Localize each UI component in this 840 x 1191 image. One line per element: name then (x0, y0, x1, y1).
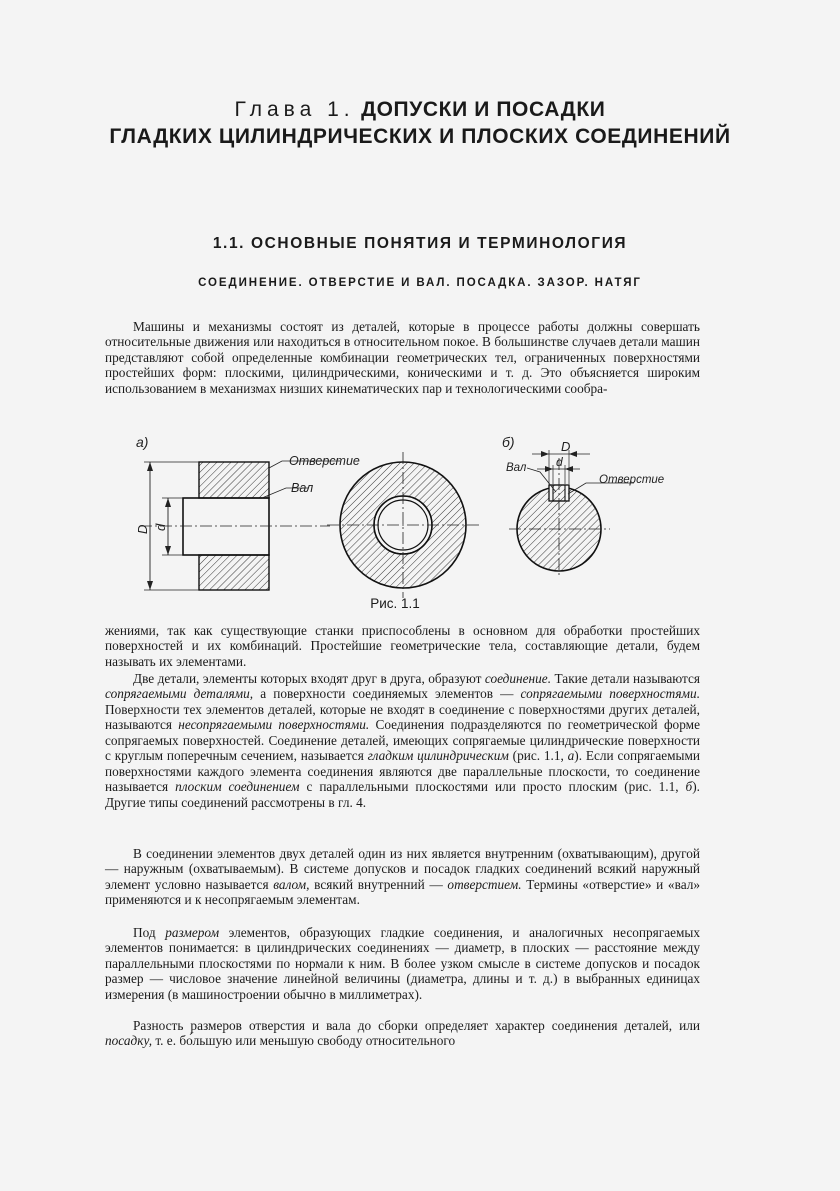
shaft-label-b: Вал (506, 462, 527, 474)
diagram-a-cross-section (327, 452, 480, 598)
hole-label-b: Отверстие (599, 474, 665, 486)
paragraph-6: Разность размеров отверстия и вала до сборки определяет характер соединения деталей, или посадку, т. е. бо́льшую или меньшую свободу относительного (105, 1018, 700, 1049)
section-subtitle: СОЕДИНЕНИЕ. ОТВЕРСТИЕ И ВАЛ. ПОСАДКА. ЗАЗОР. НАТЯГ (198, 277, 642, 289)
paragraph-1: Машины и механизмы состоят из деталей, которые в процессе работы должны совершать относительные движения или находиться в относительном покое. В большинстве случаев детали машин представляют собой определенные комбинации геометрических тел, ограниченных поверхностями простейших форм: плоскими, цилиндрическими, коническими и т. д. Это объясняется широким использованием в механизмах низших кинематических пар и технологическими сообра- (105, 319, 700, 396)
diagram-b (509, 450, 634, 578)
figure-1-1 (0, 430, 840, 620)
paragraph-3: Две детали, элементы которых входят друг в друга, образуют соединение. Такие детали называются сопрягаемыми деталями, а поверхности соединяемых элементов — сопрягаемыми поверхностями. Поверхности тех элементов деталей, которые не входят в соединение с поверхностями других деталей, называются несопрягаемыми поверхностями. Соединения подразделяются по геометрической форме сопрягаемых поверхностей. Соединение деталей, имеющих сопрягаемые цилиндрические поверхности с круглым поперечным сечением, называется гладким цилиндрическим (рис. 1.1, а). Если сопрягаемыми поверхностями каждого элемента соединения являются две параллельные плоскости, то соединение называется плоским соединением с параллельными плоскостями или просто плоским (рис. 1.1, б). Другие типы соединений рассмотрены в гл. 4. (105, 671, 701, 810)
section-title: 1.1. ОСНОВНЫЕ ПОНЯТИЯ И ТЕРМИНОЛОГИЯ (212, 235, 628, 252)
hole-label-a: Отверстие (289, 454, 360, 468)
paragraph-4: В соединении элементов двух деталей один из них является внутренним (охватывающим), другой — наружным (охватываемым). В системе допусков и посадок гладких соединений всякий наружный элемент условно называется валом, всякий внутренний — отверстием. Термины «отверстие» и «вал» применяются и к несопрягаемым элементам. (105, 846, 700, 908)
figure-label-b: б) (502, 434, 515, 450)
chapter-title-line1: ДОПУСКИ И ПОСАДКИ (361, 98, 606, 121)
chapter-label: Глава 1. (234, 98, 355, 121)
chapter-title-line2: ГЛАДКИХ ЦИЛИНДРИЧЕСКИХ И ПЛОСКИХ СОЕДИНЕНИЙ (109, 125, 731, 148)
paragraph-2: жениями, так как существующие станки приспособлены в основном для обработки простейших поверхностей и их комбинаций. Простейшие геометрические тела, составляющие детали, будем называть их элементами. (105, 623, 700, 669)
dim-D-b: D (561, 439, 571, 454)
dim-d-b: d (556, 455, 563, 469)
dim-D-a: D (135, 524, 150, 534)
shaft-label-a: Вал (291, 481, 314, 495)
dim-d-a: d (153, 523, 168, 531)
chapter-heading (60, 96, 780, 150)
figure-caption: Рис. 1.1 (370, 596, 420, 611)
paragraph-5: Под размером элементов, образующих гладкие соединения, и аналогичных несопрягаемых элементов понимается: в цилиндрических соединениях — диаметр, в плоских — расстояние между параллельными плоскостями по нормали к ним. В более узком смысле в системе допусков и посадок размер — числовое значение линейной величины (диаметра, длины и т. д.) в выбранных единицах измерения (в машиностроении обычно в миллиметрах). (105, 925, 701, 1002)
figure-label-a: а) (136, 434, 149, 450)
